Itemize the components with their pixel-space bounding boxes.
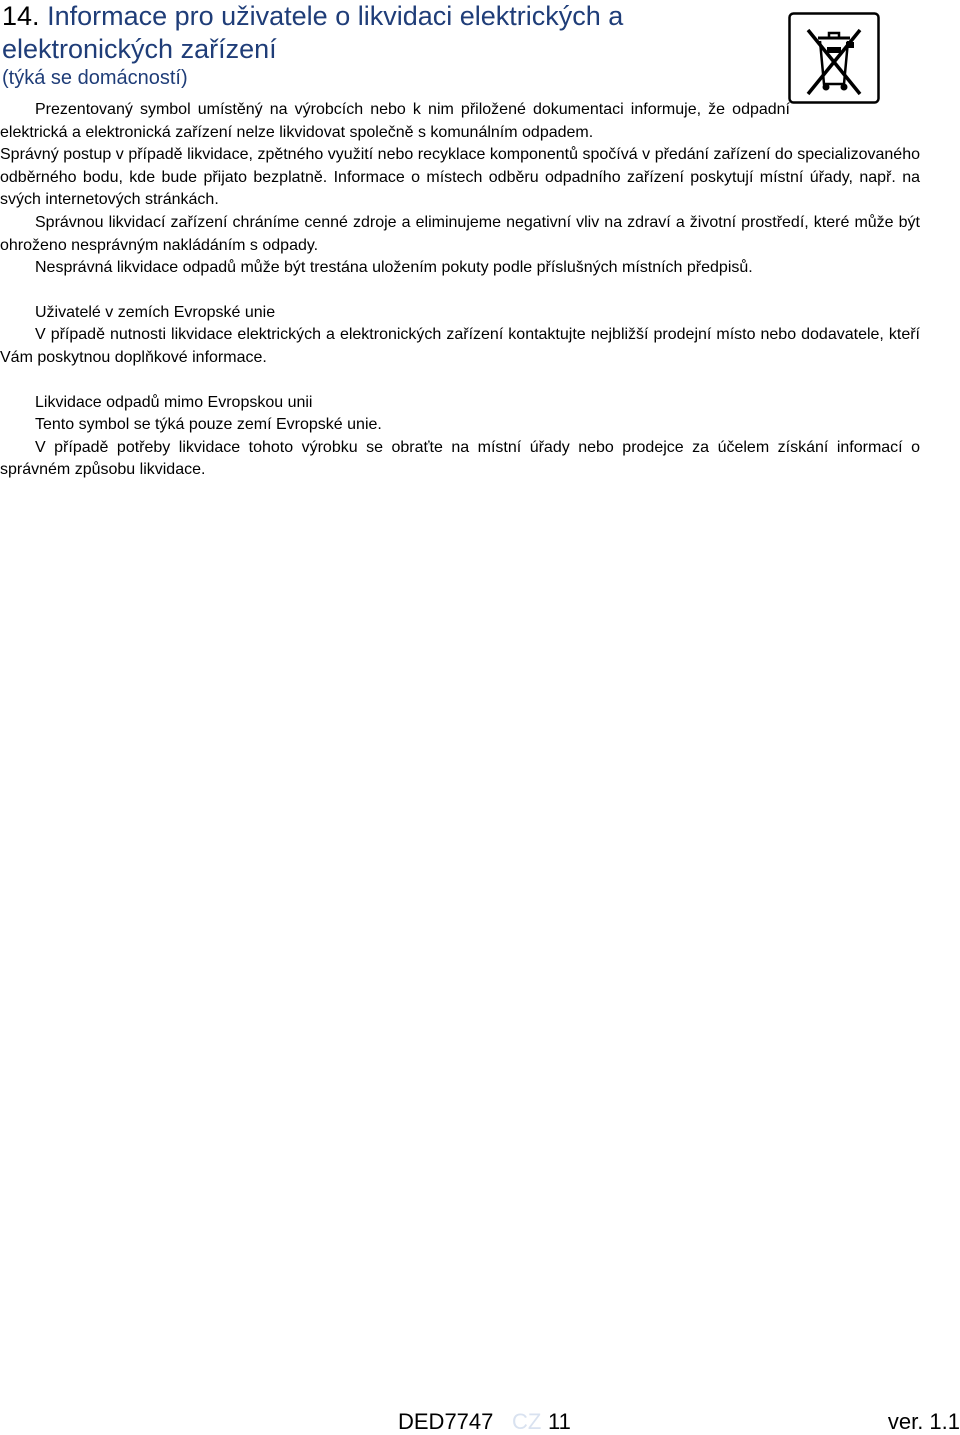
eu-users-text: V případě nutnosti likvidace elektrických a elektronických zařízení kontaktujte nejbližší prodejní místo nebo dodavatele, kteří Vám poskytnou doplňkové informace. — [0, 326, 920, 366]
section-subtitle: (týká se domácností) — [2, 67, 188, 89]
paragraph-symbol-info: Prezentovaný symbol umístěný na výrobcích nebo k nim přiložené dokumentaci informuje, že odpadní elektrická a elektronická zařízení nelze likvidovat společně s komunálním odpadem. — [0, 101, 790, 141]
section-title — [2, 0, 792, 66]
crossed-out-wheelie-bin-icon — [788, 12, 880, 104]
page-footer — [0, 1409, 960, 1435]
paragraph-penalty: Nesprávná likvidace odpadů může být trestána uložením pokuty podle příslušných místních předpisů. — [35, 259, 753, 277]
non-eu-heading: Likvidace odpadů mimo Evropskou unii — [35, 393, 313, 411]
spacer — [0, 370, 920, 392]
footer-language: CZ — [512, 1409, 542, 1434]
paragraph-disposal-procedure: Správný postup v případě likvidace, zpětného využití nebo recyklace komponentů spočívá v předání zařízení do specializovaného odběrného bodu, kde bude přijato bezplatně. Informace o místech odběru odpadního zařízení poskytují místní úřady, např. na svých internetových stránkách. — [0, 146, 920, 209]
footer-page-number: 11 — [548, 1409, 571, 1434]
document-body — [0, 99, 920, 482]
non-eu-line: Tento symbol se týká pouze zemí Evropské unie. — [35, 416, 382, 434]
footer-version: ver. 1.1 — [887, 1409, 960, 1434]
non-eu-text: V případě potřeby likvidace tohoto výrobku se obraťte na místní úřady nebo prodejce za účelem získání informací o správném způsobu likvidace. — [0, 438, 920, 479]
spacer — [0, 280, 920, 302]
section-title-text: Informace pro uživatele o likvidaci elektrických a elektronických zařízení — [2, 1, 624, 64]
section-number: 14. — [2, 1, 40, 31]
eu-users-heading: Uživatelé v zemích Evropské unie — [35, 303, 276, 321]
paragraph-resources: Správnou likvidací zařízení chráníme cenné zdroje a eliminujeme negativní vliv na zdraví a životní prostředí, které může být ohroženo nesprávným nakládáním s odpady. — [0, 213, 920, 254]
footer-model: DED7747 — [398, 1409, 494, 1434]
